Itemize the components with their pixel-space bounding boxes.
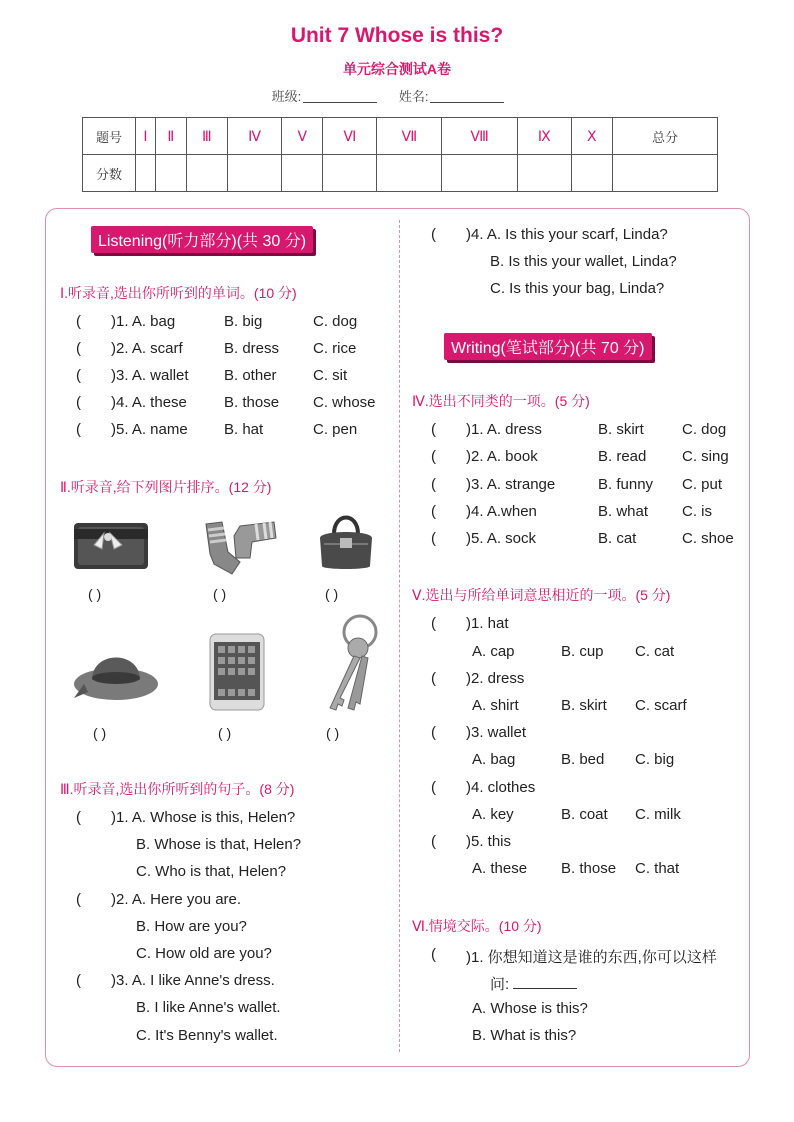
option-a: )4. A.when <box>466 503 537 520</box>
name-label: 姓名: <box>398 89 429 104</box>
writing-banner: Writing(笔试部分)(共 70 分) <box>444 333 652 360</box>
section-4-title: Ⅳ.选出不同类的一项。(5 分) <box>412 393 590 409</box>
answer-paren[interactable]: ( <box>76 891 81 908</box>
option-a: )3. A. I like Anne's dress. <box>111 972 275 989</box>
option-c: C. cat <box>635 643 675 660</box>
page-subtitle: 单元综合测试A卷 <box>342 61 452 77</box>
answer-paren[interactable]: ( <box>76 394 81 411</box>
wallet-picture-icon <box>70 515 152 573</box>
numeral-cell: Ⅰ <box>136 118 156 155</box>
option-c: C. scarf <box>635 697 687 714</box>
total-score-cell[interactable] <box>612 155 717 192</box>
option-c: C. milk <box>635 806 681 823</box>
option-b: B. funny <box>598 476 654 493</box>
row-label-score: 分数 <box>83 155 136 192</box>
section-3-title: Ⅲ.听录音,选出你所听到的句子。(8 分) <box>60 781 295 797</box>
option-b: B. those <box>224 394 280 411</box>
listening-banner: Listening(听力部分)(共 30 分) <box>91 226 313 253</box>
given-word: )1. hat <box>466 615 509 632</box>
score-cell[interactable] <box>186 155 227 192</box>
answer-paren[interactable]: ( <box>431 670 436 687</box>
option-c: C. rice <box>313 340 357 357</box>
section-1-title: Ⅰ.听录音,选出你所听到的单词。(10 分) <box>60 285 297 301</box>
option-c: C. Is this your bag, Linda? <box>490 280 665 297</box>
option-a: )4. A. these <box>111 394 187 411</box>
option-c: C. How old are you? <box>136 945 272 962</box>
option-c: C. sit <box>313 367 348 384</box>
option-b: B. read <box>598 448 647 465</box>
question-blank[interactable] <box>513 988 577 989</box>
answer-paren[interactable]: ( <box>431 530 436 547</box>
answer-paren[interactable]: ( <box>431 779 436 796</box>
section-6-title: Ⅵ.情境交际。(10 分) <box>412 918 542 934</box>
option-a: A. shirt <box>472 697 519 714</box>
answer-paren[interactable]: ( <box>431 724 436 741</box>
option-b: B. other <box>224 367 277 384</box>
score-cell[interactable] <box>517 155 571 192</box>
question-line-1: )1. 你想知道这是谁的东西,你可以这样 <box>466 949 717 966</box>
option-a: A. Whose is this? <box>472 1000 588 1017</box>
answer-paren[interactable]: ( <box>431 615 436 632</box>
option-a: )2. A. Here you are. <box>111 891 242 908</box>
numeral-cell: Ⅴ <box>282 118 323 155</box>
option-b: B. Whose is that, Helen? <box>136 836 302 853</box>
score-cell[interactable] <box>228 155 282 192</box>
keys-picture-icon <box>316 612 382 716</box>
hat-picture-icon <box>70 640 162 706</box>
option-b: B. What is this? <box>472 1027 577 1044</box>
option-b: B. cup <box>561 643 604 660</box>
option-a: )1. A. dress <box>466 421 542 438</box>
option-b: B. bed <box>561 751 605 768</box>
score-cell[interactable] <box>442 155 518 192</box>
option-b: B. dress <box>224 340 280 357</box>
option-b: B. Is this your wallet, Linda? <box>490 253 677 270</box>
row-label-number: 题号 <box>83 118 136 155</box>
option-a: A. cap <box>472 643 515 660</box>
numeral-cell: Ⅸ <box>517 118 571 155</box>
given-word: )4. clothes <box>466 779 536 796</box>
class-label: 班级: <box>271 89 302 104</box>
numeral-cell: Ⅲ <box>186 118 227 155</box>
score-table-row-scores <box>83 155 718 192</box>
answer-paren[interactable]: ( <box>76 313 81 330</box>
option-c: C. It's Benny's wallet. <box>136 1027 278 1044</box>
handbag-picture-icon <box>316 508 376 572</box>
given-word: )5. this <box>466 833 512 850</box>
option-a: )4. A. Is this your scarf, Linda? <box>466 226 668 243</box>
answer-paren[interactable]: ( <box>76 809 81 826</box>
option-a: )5. A. sock <box>466 530 537 547</box>
option-c: C. dog <box>313 313 358 330</box>
score-cell[interactable] <box>323 155 377 192</box>
answer-paren[interactable]: ( <box>431 421 436 438</box>
option-c: C. is <box>682 503 712 520</box>
option-b: B. I like Anne's wallet. <box>136 999 281 1016</box>
answer-paren[interactable]: ( <box>431 503 436 520</box>
option-c: C. Who is that, Helen? <box>136 863 287 880</box>
answer-paren[interactable]: ( <box>76 972 81 989</box>
answer-paren[interactable]: ( <box>431 476 436 493</box>
option-c: C. whose <box>313 394 376 411</box>
class-blank[interactable] <box>303 90 377 103</box>
option-b: B. those <box>561 860 617 877</box>
option-a: A. these <box>472 860 528 877</box>
score-table <box>82 117 718 192</box>
numeral-cell: Ⅵ <box>323 118 377 155</box>
page-title: Unit 7 Whose is this? <box>290 24 504 47</box>
option-a: )3. A. strange <box>466 476 556 493</box>
given-word: )2. dress <box>466 670 525 687</box>
option-a: )1. A. bag <box>111 313 176 330</box>
option-a: A. key <box>472 806 514 823</box>
answer-paren[interactable]: ( <box>76 340 81 357</box>
score-cell[interactable] <box>155 155 186 192</box>
score-cell[interactable] <box>136 155 156 192</box>
score-table-row-numbers <box>83 118 718 155</box>
picture-answer-blank[interactable]: ( ) <box>325 586 339 602</box>
question-line-2: 问: <box>490 976 510 993</box>
option-c: C. that <box>635 860 680 877</box>
option-b: B. skirt <box>561 697 607 714</box>
section-2-title: Ⅱ.听录音,给下列图片排序。(12 分) <box>60 479 272 495</box>
numeral-cell: Ⅶ <box>377 118 442 155</box>
option-b: B. what <box>598 503 649 520</box>
score-cell[interactable] <box>282 155 323 192</box>
answer-paren[interactable]: ( <box>76 367 81 384</box>
section-5-title: Ⅴ.选出与所给单词意思相近的一项。(5 分) <box>412 587 671 603</box>
option-c: C. shoe <box>682 530 734 547</box>
option-c: C. sing <box>682 448 729 465</box>
student-info-line <box>0 86 794 105</box>
option-c: C. big <box>635 751 675 768</box>
numeral-cell: Ⅳ <box>228 118 282 155</box>
total-label-cell: 总分 <box>612 118 717 155</box>
option-a: )5. A. name <box>111 421 188 438</box>
option-a: )2. A. scarf <box>111 340 183 357</box>
given-word: )3. wallet <box>466 724 527 741</box>
option-b: B. coat <box>561 806 608 823</box>
option-a: )2. A. book <box>466 448 538 465</box>
option-a: )1. A. Whose is this, Helen? <box>111 809 296 826</box>
option-b: B. big <box>224 313 263 330</box>
name-blank[interactable] <box>430 90 504 103</box>
answer-paren[interactable]: ( <box>431 833 436 850</box>
answer-paren[interactable]: ( <box>76 421 81 438</box>
option-b: B. skirt <box>598 421 644 438</box>
socks-picture-icon <box>200 518 280 578</box>
phone-picture-icon <box>208 632 266 712</box>
option-b: B. hat <box>224 421 264 438</box>
column-divider <box>399 220 400 1052</box>
option-c: C. dog <box>682 421 727 438</box>
numeral-cell: Ⅹ <box>571 118 612 155</box>
option-c: C. put <box>682 476 723 493</box>
picture-answer-blank[interactable]: ( ) <box>218 725 232 741</box>
score-cell[interactable] <box>571 155 612 192</box>
answer-paren[interactable]: ( <box>431 448 436 465</box>
option-b: B. cat <box>598 530 637 547</box>
option-c: C. pen <box>313 421 358 438</box>
picture-answer-blank[interactable]: ( ) <box>213 586 227 602</box>
numeral-cell: Ⅷ <box>442 118 518 155</box>
picture-answer-blank[interactable]: ( ) <box>88 586 102 602</box>
picture-answer-blank[interactable]: ( ) <box>93 725 107 741</box>
picture-answer-blank[interactable]: ( ) <box>326 725 340 741</box>
option-a: )3. A. wallet <box>111 367 189 384</box>
option-b: B. How are you? <box>136 918 247 935</box>
score-cell[interactable] <box>377 155 442 192</box>
option-a: A. bag <box>472 751 516 768</box>
numeral-cell: Ⅱ <box>155 118 186 155</box>
answer-paren[interactable]: ( <box>431 946 436 963</box>
answer-paren[interactable]: ( <box>431 226 436 243</box>
